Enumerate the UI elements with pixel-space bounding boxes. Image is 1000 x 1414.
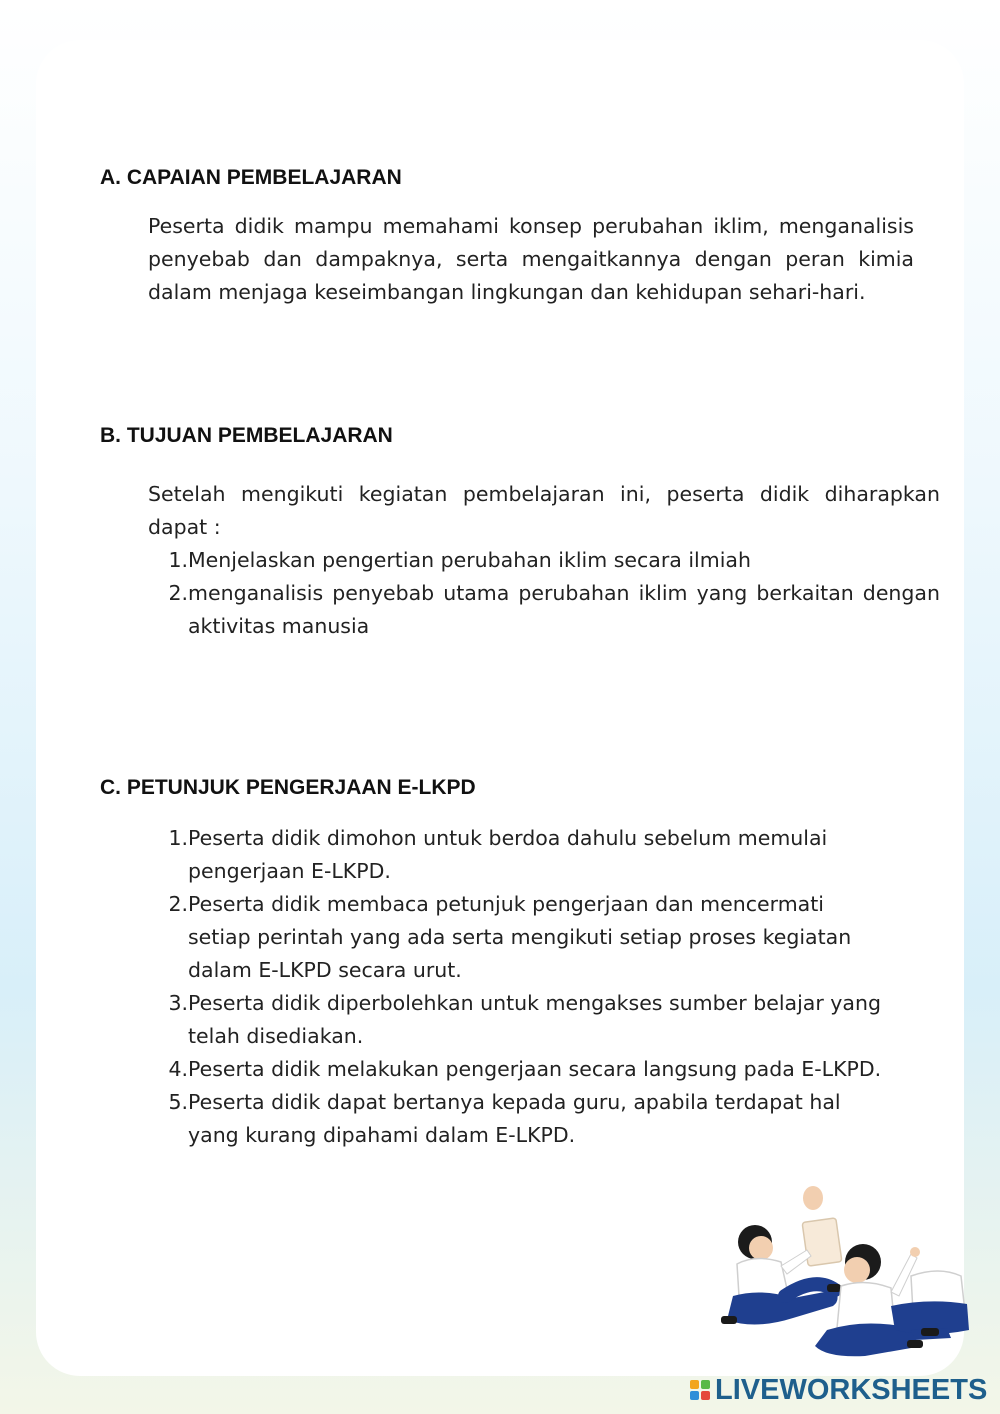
- list-item: [148, 1053, 890, 1086]
- paper-icon: [802, 1218, 842, 1266]
- list-text: Peserta didik melakukan pengerjaan secara langsung pada E-LKPD.: [188, 1057, 882, 1081]
- list-text: Peserta didik diperbolehkan untuk mengakses sumber belajar yang telah disediakan.: [188, 991, 881, 1048]
- list-number: 1.: [168, 548, 188, 572]
- list-text: Peserta didik dapat bertanya kepada guru, apabila terdapat hal yang kurang dipahami dalam E-LKPD.: [188, 1090, 841, 1147]
- list-text: Menjelaskan pengertian perubahan iklim secara ilmiah: [188, 548, 751, 572]
- section-b-intro: Setelah mengikuti kegiatan pembelajaran ini, peserta didik diharapkan dapat :: [148, 482, 940, 539]
- section-b-list: [148, 544, 940, 643]
- list-item: [148, 888, 890, 987]
- list-number: 1.: [168, 826, 188, 850]
- list-number: 5.: [168, 1090, 188, 1114]
- list-item: [148, 822, 890, 888]
- section-b-title: B. TUJUAN PEMBELAJARAN: [100, 424, 393, 447]
- list-number: 3.: [168, 991, 188, 1015]
- list-text: menganalisis penyebab utama perubahan iklim yang berkaitan dengan aktivitas manusia: [188, 581, 940, 638]
- list-number: 4.: [168, 1057, 188, 1081]
- list-item: [148, 544, 940, 577]
- list-text: Peserta didik membaca petunjuk pengerjaan dan mencermati setiap perintah yang ada serta mengikuti setiap proses kegiatan dalam E-LKPD secara urut.: [188, 892, 852, 982]
- section-a-text: Peserta didik mampu memahami konsep perubahan iklim, menganalisis penyebab dan dampaknya, serta mengaitkannya dengan peran kimia dalam menjaga keseimbangan lingkungan dan kehidupan sehari-hari.: [148, 214, 914, 304]
- list-item: [148, 987, 890, 1053]
- brand-name: LIVEWORKSHEETS: [715, 1373, 988, 1406]
- raised-hand-icon: [803, 1186, 823, 1210]
- liveworksheets-watermark: [690, 1374, 987, 1406]
- list-item: [148, 1086, 890, 1152]
- liveworksheets-logo-icon: [690, 1380, 710, 1400]
- list-text: Peserta didik dimohon untuk berdoa dahulu sebelum memulai pengerjaan E-LKPD.: [188, 826, 828, 883]
- section-a-title: A. CAPAIAN PEMBELAJARAN: [100, 166, 402, 189]
- list-item: [148, 577, 940, 643]
- section-c-list: [148, 822, 890, 1152]
- students-discussing-illustration: [715, 1180, 975, 1370]
- list-number: 2.: [168, 581, 188, 605]
- list-number: 2.: [168, 892, 188, 916]
- section-c-title: C. PETUNJUK PENGERJAAN E-LKPD: [100, 776, 476, 799]
